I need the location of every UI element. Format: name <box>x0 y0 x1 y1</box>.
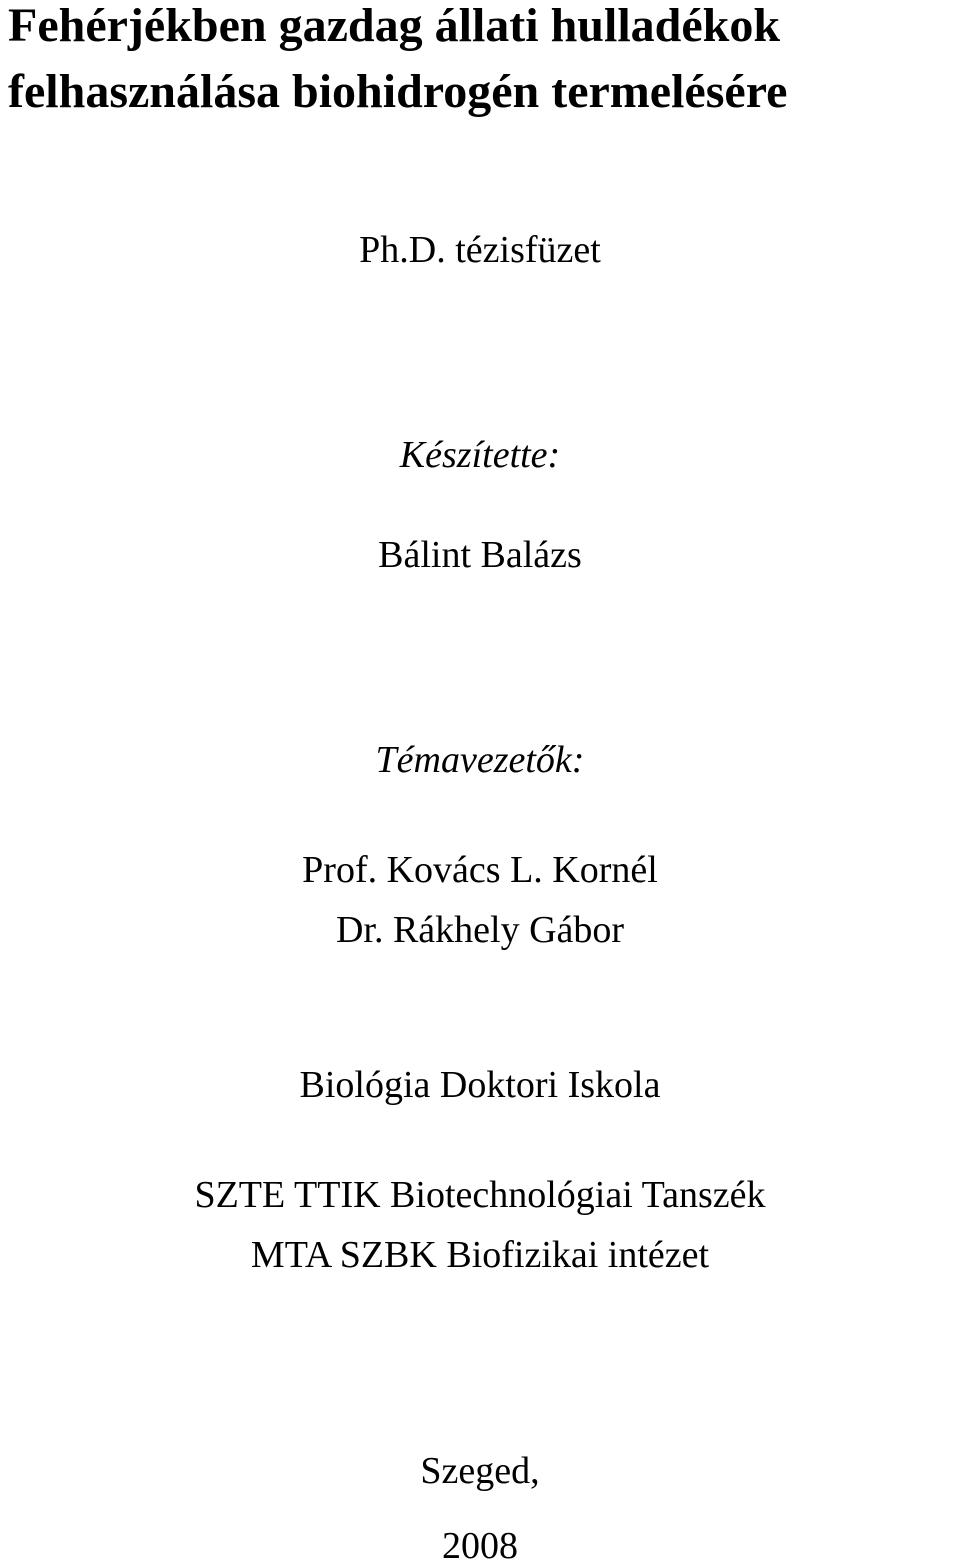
author-label: Készítette: <box>399 434 561 476</box>
year: 2008 <box>442 1525 518 1567</box>
doctoral-school: Biológia Doktori Iskola <box>299 1064 661 1106</box>
department-1: SZTE TTIK Biotechnológiai Tanszék <box>194 1174 766 1216</box>
title-line-2: felhasználása biohidrogén termelésére <box>8 65 788 118</box>
supervisor-1: Prof. Kovács L. Kornél <box>302 849 658 891</box>
city: Szeged, <box>420 1450 540 1492</box>
supervisor-2: Dr. Rákhely Gábor <box>335 909 625 951</box>
author-name: Bálint Balázs <box>378 534 582 576</box>
supervisors-label: Témavezetők: <box>375 739 585 781</box>
document-type: Ph.D. tézisfüzet <box>359 229 601 271</box>
department-2: MTA SZBK Biofizikai intézet <box>250 1234 710 1276</box>
title-line-1: Fehérjékben gazdag állati hulladékok <box>8 0 781 52</box>
